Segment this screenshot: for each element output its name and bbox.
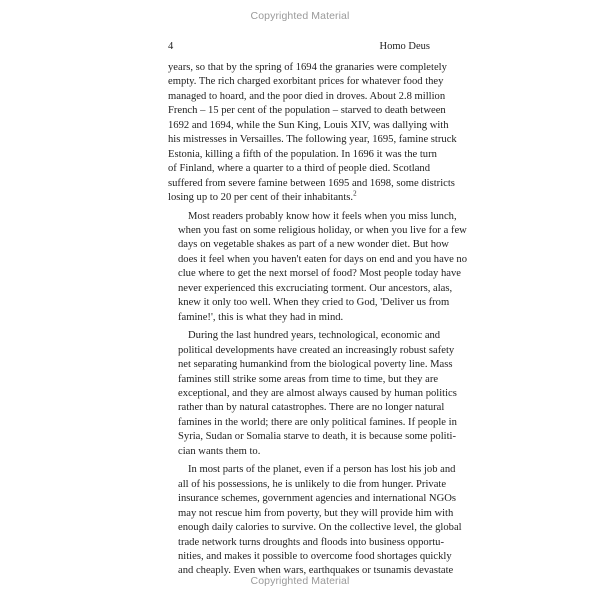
text-line: suffered from severe famine between 1695 and 1698, some districts <box>168 177 455 189</box>
text-line: insurance schemes, government agencies and international NGOs <box>178 493 456 505</box>
text-line: French – 15 per cent of the population – starved to death between <box>168 105 446 117</box>
text-line: when you fast on some religious holiday, or when you live for a few <box>178 224 467 236</box>
text-line: enough daily calories to survive. On the collective level, the global <box>178 522 462 534</box>
text-line-first: During the last hundred years, technological, economic and <box>188 330 441 342</box>
text-line: of Finland, where a quarter to a third of people died. Scotland <box>168 163 430 175</box>
text-line: Estonia, killing a fifth of the population. In 1696 it was the turn <box>168 148 437 160</box>
text-line: trade network turns droughts and floods into business opportu- <box>178 536 444 548</box>
text-line-content: losing up to 20 per cent of their inhabitants. <box>168 192 354 204</box>
text-line: all of his possessions, he is unlikely to die from hunger. Private <box>178 478 447 490</box>
paragraph-3 <box>168 329 457 459</box>
text-line: managed to hoard, and the poor died in droves. About 2.8 million <box>168 90 446 102</box>
text-line: his mistresses in Versailles. The following year, 1695, famine struck <box>168 134 457 146</box>
text-line-first: In most parts of the planet, even if a person has lost his job and <box>188 464 456 476</box>
text-line: famines still strike some areas from time to time, but they are <box>178 373 439 385</box>
text-line: famine!', this is what they had in mind. <box>178 311 344 323</box>
text-line: empty. The rich charged exorbitant prices for whatever food they <box>168 76 444 88</box>
paragraph-4 <box>168 463 462 579</box>
text-line: never experienced this excruciating torment. Our ancestors, alas, <box>178 282 453 294</box>
copyright-watermark-bottom: Copyrighted Material <box>250 575 350 587</box>
text-line: and cheaply. Even when wars, earthquakes or tsunamis devastate <box>178 565 454 577</box>
text-line: Syria, Sudan or Somalia starve to death, it is because some politi- <box>178 431 457 443</box>
text-line: rather than by natural catastrophes. There are no longer natural <box>178 402 445 414</box>
paragraph-1 <box>168 61 457 206</box>
text-line-first: Most readers probably know how it feels when you miss lunch, <box>188 210 457 222</box>
text-line: clue where to get the next morsel of food? Most people today have <box>178 268 462 280</box>
body-text <box>168 61 468 583</box>
text-line: famines in the world; there are only political famines. If people in <box>178 416 457 428</box>
text-line: political developments have created an increasingly robust safety <box>178 344 455 356</box>
text-line: exceptional, and they are almost always caused by human politics <box>178 387 457 399</box>
text-line: may not rescue him from poverty, but they will provide him with <box>178 507 454 519</box>
text-line: years, so that by the spring of 1694 the granaries were completely <box>168 62 447 73</box>
text-line: net separating humankind from the biological poverty line. Mass <box>178 359 453 371</box>
text-line <box>168 191 430 205</box>
book-title: Homo Deus <box>379 41 430 52</box>
running-header <box>148 41 430 57</box>
text-line: days on vegetable shakes as part of a new wonder diet. But how <box>178 239 449 251</box>
text-line: nities, and makes it possible to overcome food shortages quickly <box>178 550 452 562</box>
text-line: 1692 and 1694, while the Sun King, Louis XIV, was dallying with <box>168 119 449 131</box>
text-line: knew it only too well. When they cried to God, 'Deliver us from <box>178 297 450 309</box>
paragraph-2 <box>168 210 468 326</box>
text-line: does it feel when you haven't eaten for days on end and you have no <box>178 253 468 265</box>
text-line: cian wants them to. <box>178 445 261 457</box>
footnote-marker: 2 <box>353 189 357 198</box>
page-number: 4 <box>168 41 174 52</box>
copyright-watermark-top: Copyrighted Material <box>250 10 350 22</box>
